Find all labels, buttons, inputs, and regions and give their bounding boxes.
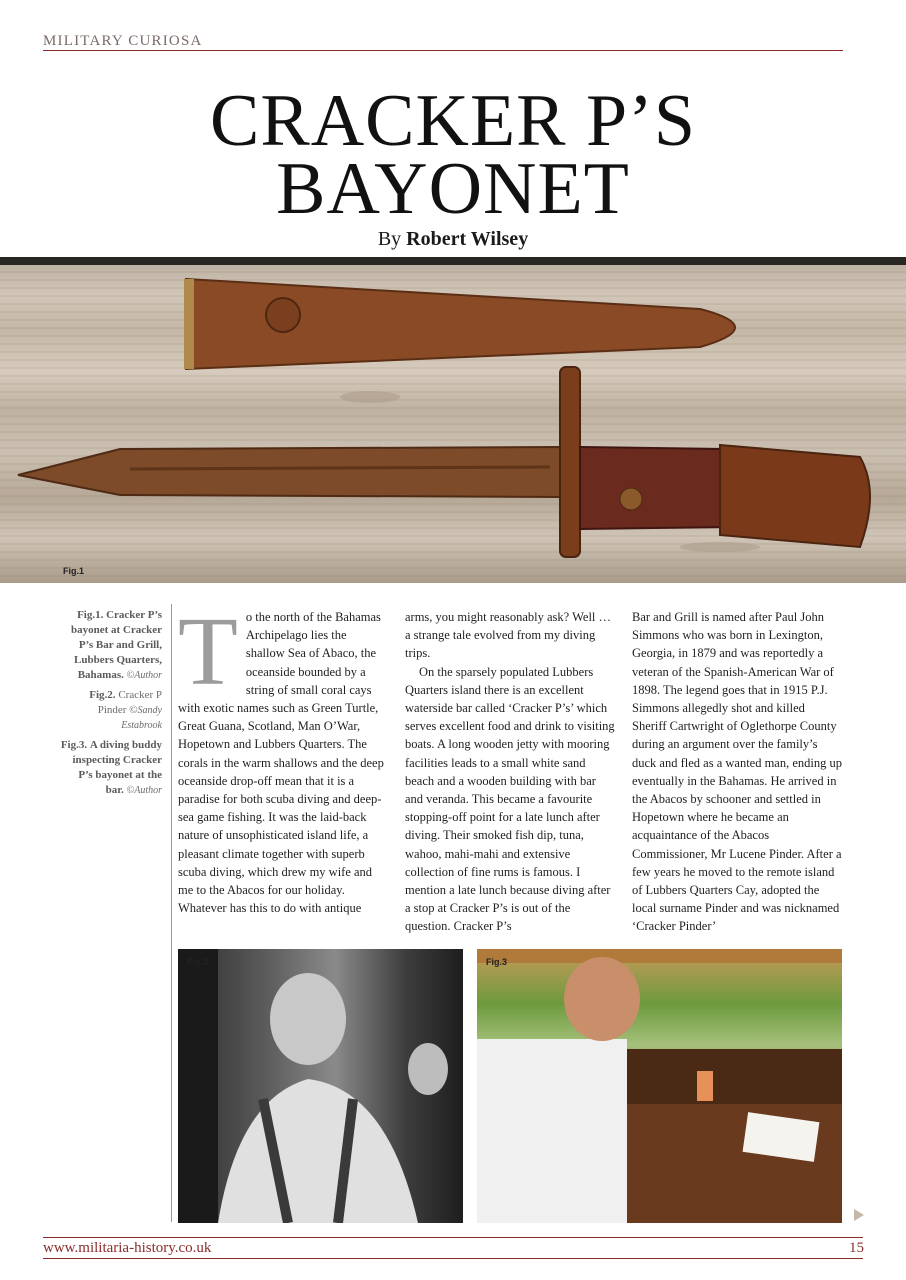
caption-fig2 xyxy=(60,688,162,733)
caption-fig2-number: Fig.2. xyxy=(89,689,116,701)
man-head xyxy=(270,973,346,1065)
figure-3-bar-photo xyxy=(477,949,842,1223)
byline-prefix: By xyxy=(377,228,402,250)
raised-hand xyxy=(408,1043,448,1095)
bayonet-illustration xyxy=(0,257,906,583)
figure-captions xyxy=(60,608,162,803)
blade-fuller xyxy=(130,467,550,469)
body-column-3 xyxy=(632,608,842,936)
roof-beam xyxy=(477,949,842,963)
portrait-illustration xyxy=(178,949,463,1223)
page-number: 15 xyxy=(849,1240,864,1256)
header-rule xyxy=(43,50,843,51)
body-column-1 xyxy=(178,598,388,917)
article-title-line1: CRACKER P’S xyxy=(210,80,696,162)
footer-rule-bottom xyxy=(43,1258,863,1259)
caption-fig3-text: A diving buddy inspecting Cracker P’s bayonet at the bar. xyxy=(72,739,162,796)
caption-fig2-credit: Sandy Estabrook xyxy=(121,705,162,731)
wood-knot xyxy=(340,391,400,403)
diver-shirt xyxy=(477,1039,627,1223)
door-frame xyxy=(178,949,218,1223)
next-page-icon[interactable] xyxy=(854,1209,864,1221)
byline xyxy=(0,228,906,251)
paragraph: Bar and Grill is named after Paul John Simmons who was born in Lexington, Georgia, in 1879 and was reportedly a veteran of the Spanish-American War of 1898. The legend goes that in 1915 P.J. Simmons allegedly shot and killed Sheriff Cartwright of Oglethorpe County during an argument over the family’s duck and fled as a wanted man, ending up eventually in the Bahamas. He arrived in the Abacos by schooner and settled in Hopetown where he became an acquaintance of the Abacos Commissioner, Mr Lucene Pinder. After a few years he moved to the remote island of Lubbers Quarters Cay, adopted the local surname Pinder and was nicknamed ‘Cracker Pinder’ xyxy=(632,610,843,934)
pommel xyxy=(720,445,870,547)
bayonet-blade xyxy=(18,447,560,497)
figure-3-label: Fig.3 xyxy=(486,957,508,967)
figure-1-bayonet-photo xyxy=(0,257,906,583)
paragraph: arms, you might reasonably ask? Well … a strange tale evolved from my diving trips. xyxy=(405,610,612,661)
figure-1-label: Fig.1 xyxy=(63,566,85,576)
man-shirt xyxy=(218,1079,418,1223)
caption-fig1-number: Fig.1. xyxy=(77,609,104,621)
caption-fig2-text: Cracker P Pinder © xyxy=(97,689,162,716)
scabbard-stud xyxy=(266,298,300,332)
bar-illustration xyxy=(477,949,842,1223)
diver-head xyxy=(564,957,640,1041)
caption-fig3 xyxy=(60,738,162,798)
caption-divider xyxy=(171,604,172,1222)
article-title-line2: BAYONET xyxy=(276,148,630,230)
author-name: Robert Wilsey xyxy=(406,228,529,250)
drop-cap: T xyxy=(178,598,238,706)
figure-2-label: Fig.2 xyxy=(187,957,209,967)
caption-fig1-text: Cracker P’s bayonet at Cracker P’s Bar and Grill, Lubbers Quarters, Bahamas. xyxy=(70,609,162,681)
figure-2-portrait-photo xyxy=(178,949,463,1223)
crossguard xyxy=(560,367,580,557)
wood-knot xyxy=(680,542,760,552)
caption-fig1-credit: ©Author xyxy=(126,670,162,681)
leather-grip xyxy=(580,447,730,529)
caption-fig1 xyxy=(60,608,162,683)
body-column-2 xyxy=(405,608,615,936)
caption-fig3-number: Fig.3. xyxy=(60,739,88,751)
bar-counter xyxy=(597,1049,842,1109)
footer-rule-top xyxy=(43,1237,863,1238)
grip-rivet xyxy=(620,488,642,510)
footer-website-link[interactable]: www.militaria-history.co.uk xyxy=(43,1240,212,1256)
caption-fig3-credit: ©Author xyxy=(126,785,162,796)
paragraph: On the sparsely populated Lubbers Quarters island there is an excellent waterside bar called ‘Cracker P’s’ which serves excellent food and drink to visiting boats. A long wooden jetty with mooring facilities leads to a small white sand beach and a wooden building with bar and veranda. This became a favourite stopping-off point for a late lunch after diving. Their smoked fish dip, tuna, wahoo, mahi-mahi and extensive collection of fine rums is famous. I mention a late lunch because diving after a stop at Cracker P’s is out of the question. Cracker P’s xyxy=(405,664,615,934)
section-label: MILITARY CURIOSA xyxy=(43,33,203,49)
scabbard-throat xyxy=(184,279,194,369)
paragraph: o the north of the Bahamas Archipelago lies the shallow Sea of Abaco, the oceanside bounded by a string of small coral cays with exotic names such as Green Turtle, Great Guana, Scotland, Man O’War, Hopetown and Lubbers Quarters. The corals in the warm shallows and the deep oceanside drop-off mean that it is a paradise for both scuba diving and deep-sea game fishing. It was the laid-back nature of unsophisticated island life, a pleasant climate together with superb scuba diving, which drew my wife and me to the Abacos for our holiday. Whatever has this to do with antique xyxy=(178,610,384,916)
drink-glass xyxy=(697,1071,713,1101)
